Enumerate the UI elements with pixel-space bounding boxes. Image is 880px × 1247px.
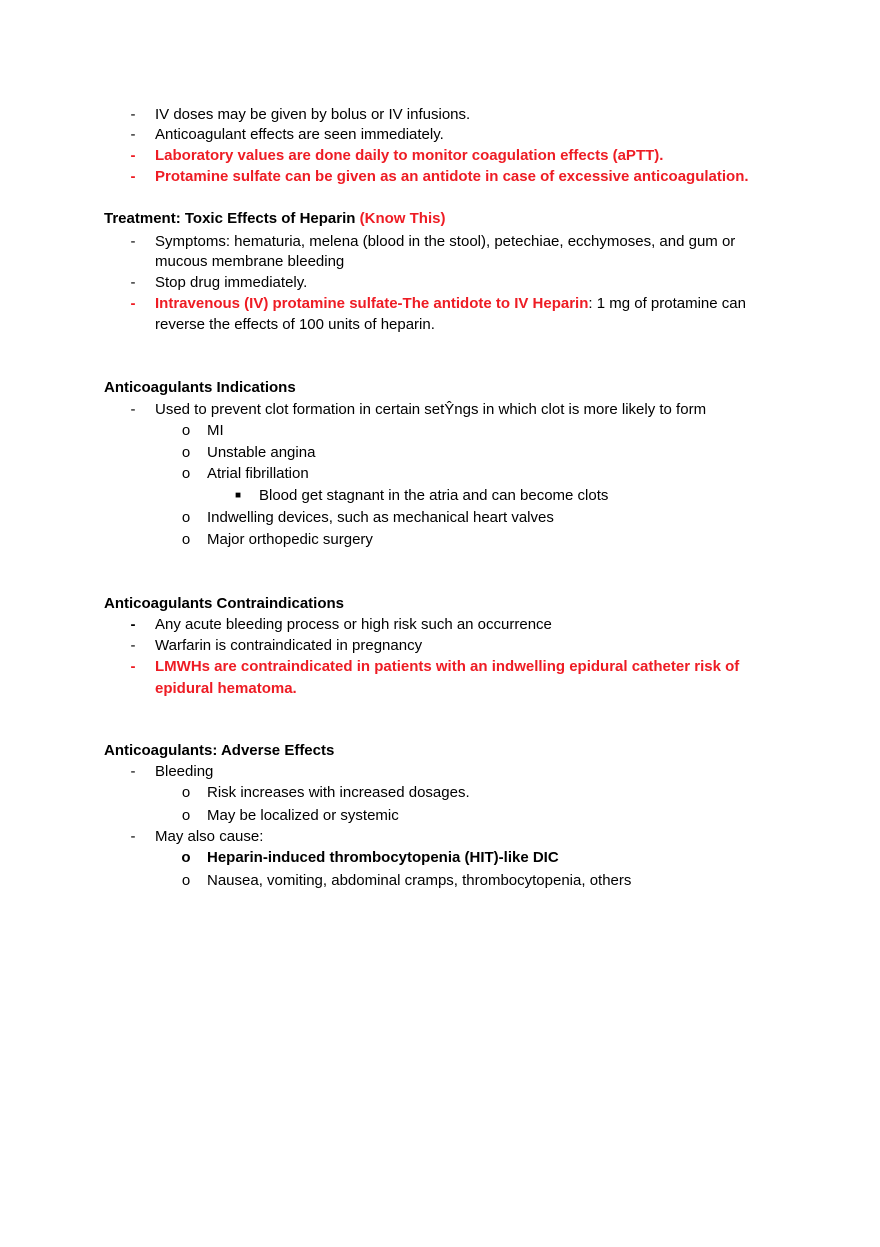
bullet-circle: o xyxy=(181,422,191,439)
antidote-text: : 1 mg of protamine can xyxy=(588,295,746,312)
antidote-label: Intravenous (IV) protamine sulfate-The antidote to IV Heparin xyxy=(155,295,589,312)
bullet-square: ■ xyxy=(234,490,242,501)
section-heading-indications: Anticoagulants Indications xyxy=(104,379,296,396)
list-subitem: Atrial fibrillation xyxy=(207,465,309,482)
bullet-dash: - xyxy=(130,616,136,633)
bullet-dash: - xyxy=(130,828,136,845)
bullet-dash: - xyxy=(130,168,136,185)
section-heading-contraindications: Anticoagulants Contraindications xyxy=(104,595,345,612)
bullet-circle: o xyxy=(181,465,191,482)
list-subitem: Unstable angina xyxy=(207,444,316,461)
bullet-circle: o xyxy=(181,531,191,548)
list-subitem: Major orthopedic surgery xyxy=(207,531,373,548)
list-item: Any acute bleeding process or high risk such an occurrence xyxy=(155,616,552,633)
heading-note: (Know This) xyxy=(359,210,446,227)
section-heading-toxic-effects xyxy=(104,209,445,229)
list-subitem-bold: Heparin-induced thrombocytopenia (HIT)-like DIC xyxy=(207,849,559,866)
bullet-circle: o xyxy=(181,509,191,526)
section-heading-adverse-effects: Anticoagulants: Adverse Effects xyxy=(104,742,335,759)
list-item: Used to prevent clot formation in certain setŶngs in which clot is more likely to form xyxy=(155,401,707,418)
list-item: Symptoms: hematuria, melena (blood in the stool), petechiae, ecchymoses, and gum or xyxy=(155,233,736,250)
bullet-dash: - xyxy=(130,233,136,250)
list-subsubitem: Blood get stagnant in the atria and can become clots xyxy=(259,487,609,504)
list-item: Warfarin is contraindicated in pregnancy xyxy=(155,637,423,654)
list-item-continued: epidural hematoma. xyxy=(155,680,297,697)
list-item: Bleeding xyxy=(155,763,214,780)
list-item: Stop drug immediately. xyxy=(155,274,308,291)
bullet-dash: - xyxy=(130,295,136,312)
list-item: Anticoagulant effects are seen immediately. xyxy=(155,126,444,143)
bullet-dash: - xyxy=(130,274,136,291)
bullet-dash: - xyxy=(130,401,136,418)
list-item-highlight: Laboratory values are done daily to monitor coagulation effects (aPTT). xyxy=(155,147,664,164)
list-item-continued: mucous membrane bleeding xyxy=(155,253,345,270)
bullet-dash: - xyxy=(130,763,136,780)
bullet-dash: - xyxy=(130,637,136,654)
list-item: May also cause: xyxy=(155,828,264,845)
list-item-highlight: Protamine sulfate can be given as an antidote in case of excessive anticoagulation. xyxy=(155,168,749,185)
bullet-circle: o xyxy=(181,784,191,801)
bullet-circle: o xyxy=(181,872,191,889)
list-subitem: Nausea, vomiting, abdominal cramps, thrombocytopenia, others xyxy=(207,872,632,889)
bullet-dash: - xyxy=(130,147,136,164)
bullet-dash: - xyxy=(130,126,136,143)
bullet-circle: o xyxy=(181,807,191,824)
list-item-highlight: LMWHs are contraindicated in patients with an indwelling epidural catheter risk of xyxy=(155,658,740,675)
list-item-continued: reverse the effects of 100 units of heparin. xyxy=(155,316,435,333)
bullet-circle: o xyxy=(181,444,191,461)
list-subitem: Indwelling devices, such as mechanical heart valves xyxy=(207,509,554,526)
bullet-dash: - xyxy=(130,106,136,123)
list-item-antidote xyxy=(155,294,746,314)
list-subitem: Risk increases with increased dosages. xyxy=(207,784,470,801)
heading-text: Treatment: Toxic Effects of Heparin xyxy=(104,210,356,227)
list-subitem: MI xyxy=(207,422,224,439)
list-subitem: May be localized or systemic xyxy=(207,807,399,824)
bullet-circle: o xyxy=(181,849,191,866)
list-item: IV doses may be given by bolus or IV infusions. xyxy=(155,106,471,123)
bullet-dash: - xyxy=(130,658,136,675)
